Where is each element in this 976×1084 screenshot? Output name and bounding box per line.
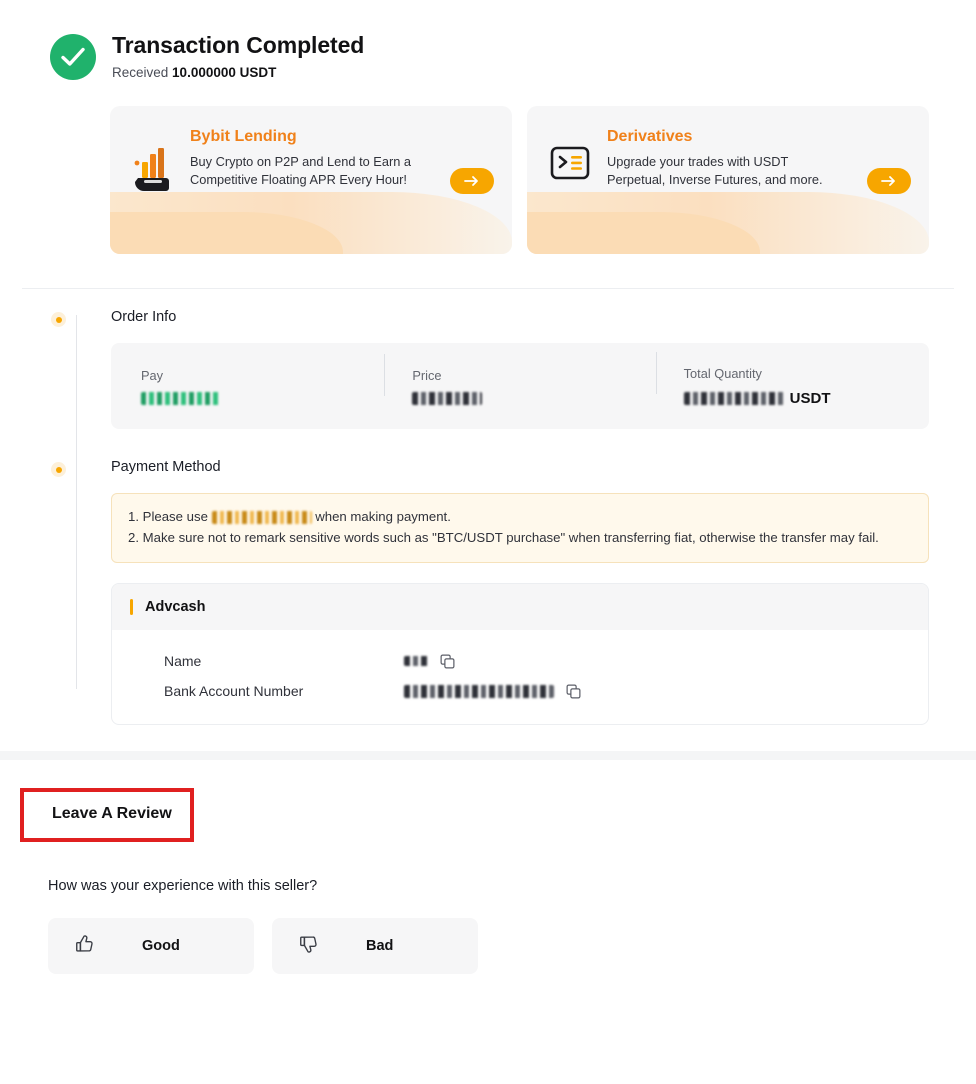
order-info-value xyxy=(141,392,356,405)
detail-key: Bank Account Number xyxy=(164,683,304,699)
redacted-value xyxy=(212,511,312,524)
payment-detail-row-bank-account-number xyxy=(164,676,928,706)
payment-detail-rows xyxy=(112,630,928,724)
accent-bar xyxy=(130,599,133,615)
order-info-currency: USDT xyxy=(789,389,831,407)
terminal-icon xyxy=(549,144,597,189)
promo-card-list xyxy=(0,80,976,254)
received-amount-text xyxy=(112,65,364,80)
redacted-value xyxy=(141,392,221,405)
notice-line-1-suffix: when making payment. xyxy=(311,509,451,524)
timeline-dot-icon xyxy=(51,462,66,477)
payment-detail-row-name xyxy=(164,646,928,676)
redacted-value xyxy=(404,656,428,666)
review-bad-button[interactable] xyxy=(272,918,478,974)
order-timeline xyxy=(0,307,976,725)
promo-title: Bybit Lending xyxy=(190,128,297,145)
promo-arrow-button[interactable] xyxy=(450,168,494,194)
review-good-label: Good xyxy=(142,938,180,954)
detail-value xyxy=(404,654,455,669)
review-question: How was your experience with this seller? xyxy=(48,878,318,894)
order-info-col-price xyxy=(384,368,655,405)
promo-card-derivatives[interactable] xyxy=(527,106,929,254)
thumbs-down-icon xyxy=(298,933,320,960)
timeline-item-order-info xyxy=(75,307,929,429)
review-buttons xyxy=(48,918,976,974)
leave-review-section xyxy=(0,760,976,974)
divider xyxy=(22,288,954,289)
review-bad-label: Bad xyxy=(366,938,394,954)
order-info-label: Order Info xyxy=(111,309,177,325)
order-info-key: Price xyxy=(412,367,442,383)
copy-icon[interactable] xyxy=(566,684,581,699)
check-icon xyxy=(50,34,96,80)
redacted-value xyxy=(684,392,784,405)
notice-line-1-prefix: 1. Please use xyxy=(128,509,212,524)
promo-arrow-button[interactable] xyxy=(867,168,911,194)
bar-chart-hand-icon xyxy=(132,144,180,199)
payment-method-label: Payment Method xyxy=(111,459,221,475)
notice-line-1 xyxy=(128,506,912,527)
promo-title: Derivatives xyxy=(607,128,693,145)
order-info-col-pay xyxy=(113,368,384,405)
section-separator xyxy=(0,751,976,760)
payment-method-name: Advcash xyxy=(145,599,206,615)
order-info-value xyxy=(412,392,627,405)
page-header xyxy=(0,0,976,80)
order-info-value xyxy=(684,390,899,407)
page-title: Transaction Completed xyxy=(112,32,365,58)
thumbs-up-icon xyxy=(74,933,96,960)
order-info-key: Pay xyxy=(141,367,164,383)
leave-review-highlight-box xyxy=(20,788,194,842)
detail-key: Name xyxy=(164,653,202,669)
order-info-panel xyxy=(111,343,929,429)
received-amount: 10.000000 USDT xyxy=(172,65,277,80)
order-info-key: Total Quantity xyxy=(683,365,762,381)
promo-description: Upgrade your trades with USDT Perpetual, Inverse Futures, and more. xyxy=(607,154,823,187)
timeline-item-payment-method xyxy=(75,457,929,725)
detail-value xyxy=(404,684,581,699)
review-good-button[interactable] xyxy=(48,918,254,974)
promo-description: Buy Crypto on P2P and Lend to Earn a Competitive Floating APR Every Hour! xyxy=(190,154,412,187)
payment-notice xyxy=(111,493,929,563)
promo-card-bybit-lending[interactable] xyxy=(110,106,512,254)
redacted-value xyxy=(404,685,554,698)
leave-review-title: Leave A Review xyxy=(52,805,172,822)
order-info-col-total-quantity xyxy=(656,366,927,407)
notice-line-2: 2. Make sure not to remark sensitive words such as "BTC/USDT purchase" when transferring fiat, otherwise the transfer may fail. xyxy=(128,530,879,545)
copy-icon[interactable] xyxy=(440,654,455,669)
redacted-value xyxy=(412,392,482,405)
received-prefix: Received xyxy=(112,65,173,80)
timeline-dot-icon xyxy=(51,312,66,327)
payment-method-card-header xyxy=(112,584,928,630)
payment-method-card xyxy=(111,583,929,725)
